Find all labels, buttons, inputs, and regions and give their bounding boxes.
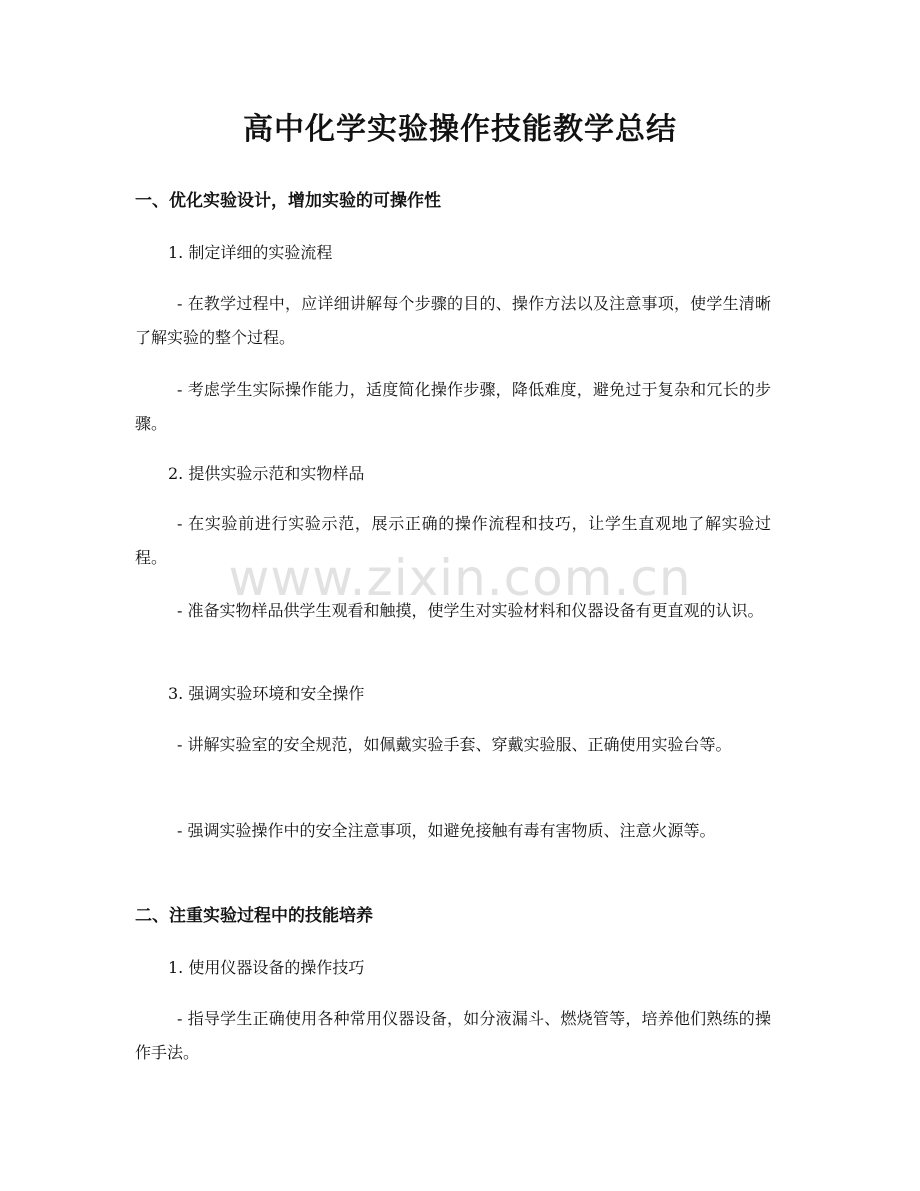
subsection-heading-1-3: 3. 强调实验环境和安全操作 [168, 684, 365, 703]
watermark: www.zixin.com.cn [228, 549, 692, 607]
subsection-heading-1-1: 1. 制定详细的实验流程 [168, 243, 333, 262]
section-heading-2: 二、注重实验过程中的技能培养 [135, 906, 373, 926]
paragraph-2-1-1: - 指导学生正确使用各种常用仪器设备，如分液漏斗、燃烧管等，培养他们熟练的操作手法。 [135, 1009, 771, 1062]
paragraph-1-3-1: - 讲解实验室的安全规范，如佩戴实验手套、穿戴实验服、正确使用实验台等。 [177, 735, 732, 754]
paragraph-1-1-2: - 考虑学生实际操作能力，适度简化操作步骤，降低难度，避免过于复杂和冗长的步骤。 [135, 380, 771, 433]
document-title: 高中化学实验操作技能教学总结 [243, 112, 677, 147]
paragraph-1-2-1: - 在实验前进行实验示范，展示正确的操作流程和技巧，让学生直观地了解实验过程。 [135, 514, 771, 567]
subsection-heading-1-2: 2. 提供实验示范和实物样品 [168, 464, 365, 483]
subsection-heading-2-1: 1. 使用仪器设备的操作技巧 [168, 958, 365, 977]
paragraph-1-1-1: - 在教学过程中，应详细讲解每个步骤的目的、操作方法以及注意事项，使学生清晰了解实验的整个过程。 [135, 294, 771, 347]
paragraph-1-2-2: - 准备实物样品供学生观看和触摸，使学生对实验材料和仪器设备有更直观的认识。 [177, 601, 764, 620]
section-heading-1: 一、优化实验设计，增加实验的可操作性 [135, 191, 441, 211]
paragraph-1-3-2: - 强调实验操作中的安全注意事项，如避免接触有毒有害物质、注意火源等。 [177, 821, 716, 840]
